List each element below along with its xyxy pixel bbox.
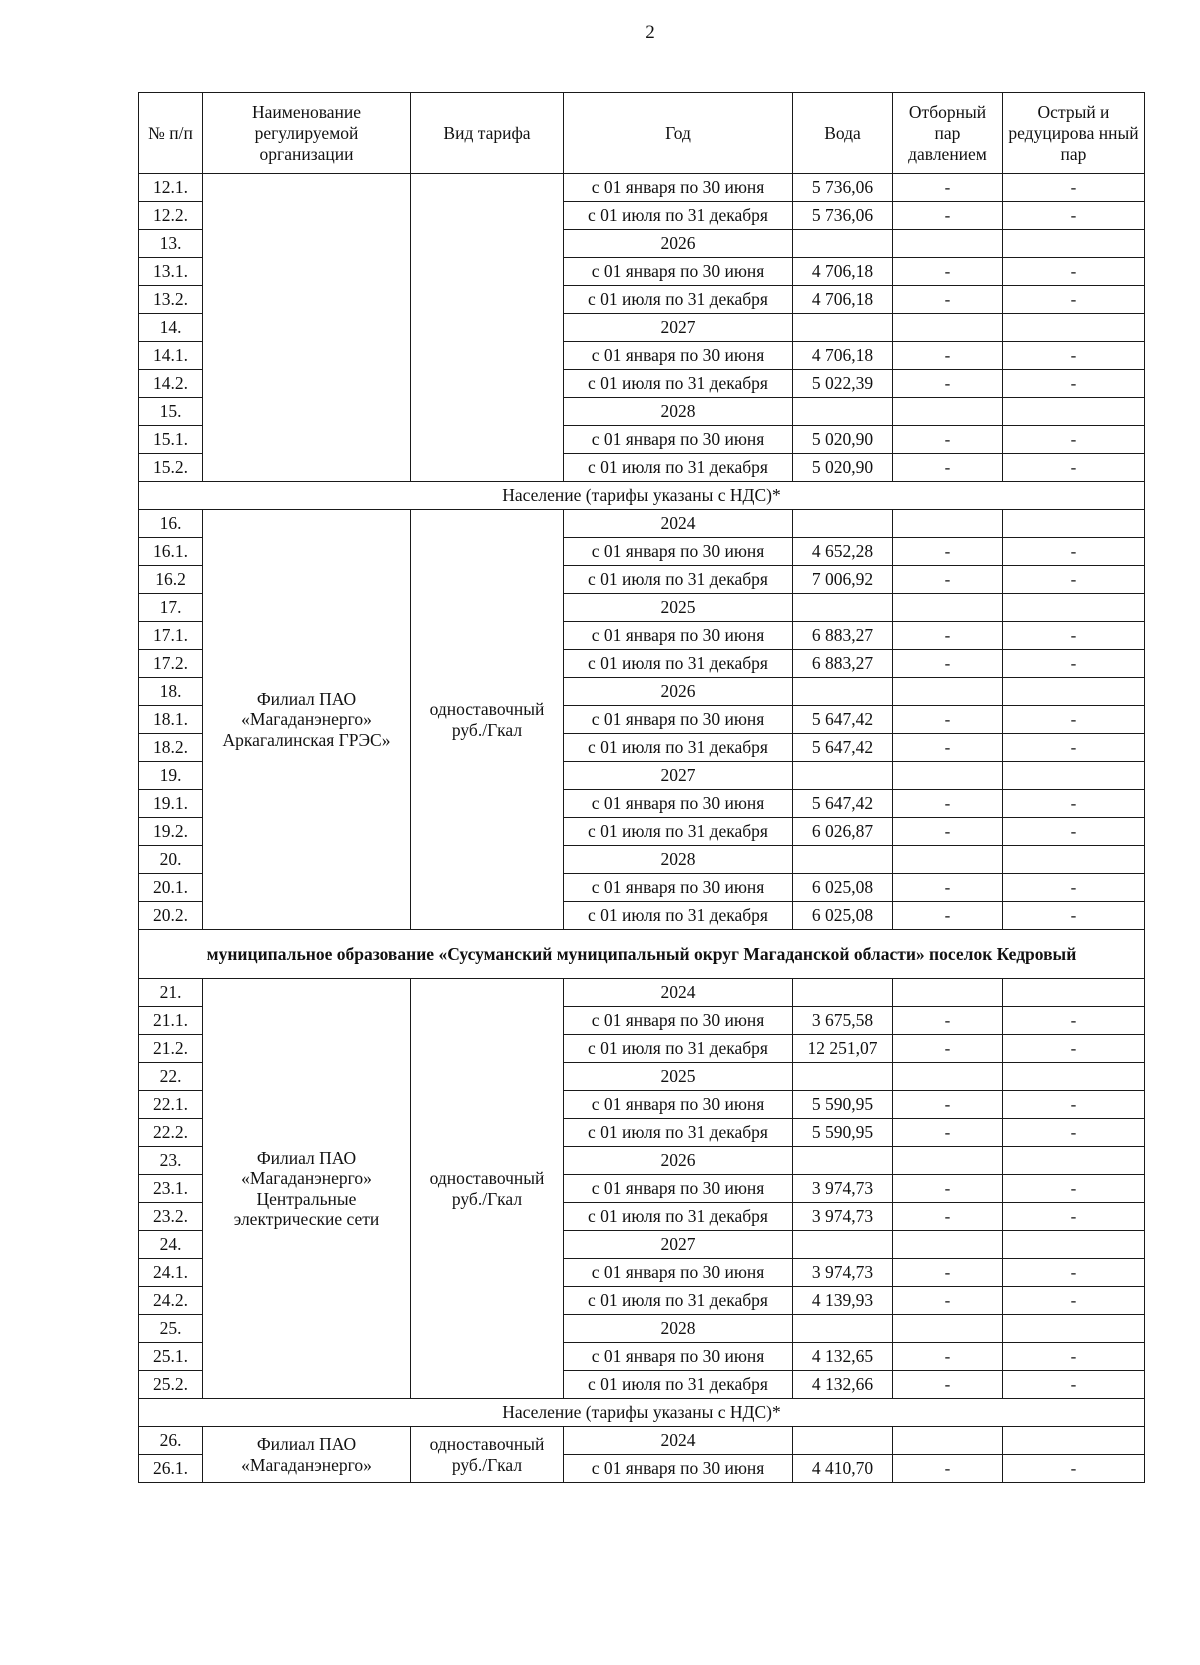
water-tariff-value [793, 1315, 893, 1343]
row-number: 14. [139, 314, 203, 342]
water-tariff-value: 7 006,92 [793, 566, 893, 594]
steam-selected-value: - [893, 258, 1003, 286]
steam-selected-value [893, 1315, 1003, 1343]
period-cell: с 01 января по 30 июня [564, 426, 793, 454]
row-number: 12.2. [139, 202, 203, 230]
steam-sharp-value: - [1003, 734, 1145, 762]
steam-sharp-value [1003, 762, 1145, 790]
row-number: 18.1. [139, 706, 203, 734]
steam-sharp-value [1003, 510, 1145, 538]
row-number: 18.2. [139, 734, 203, 762]
water-tariff-value [793, 762, 893, 790]
water-tariff-value [793, 314, 893, 342]
steam-sharp-value: - [1003, 1455, 1145, 1483]
period-cell: с 01 января по 30 июня [564, 258, 793, 286]
steam-selected-value [893, 846, 1003, 874]
steam-selected-value [893, 1063, 1003, 1091]
steam-selected-value [893, 510, 1003, 538]
steam-selected-value: - [893, 202, 1003, 230]
steam-sharp-value [1003, 979, 1145, 1007]
period-cell: с 01 июля по 31 декабря [564, 286, 793, 314]
tariff-type-cell: одноставочный руб./Гкал [411, 979, 564, 1399]
section-row [139, 930, 1145, 979]
steam-sharp-value [1003, 1231, 1145, 1259]
period-cell: с 01 июля по 31 декабря [564, 454, 793, 482]
row-number: 24.1. [139, 1259, 203, 1287]
water-tariff-value: 4 132,65 [793, 1343, 893, 1371]
water-tariff-value [793, 846, 893, 874]
period-cell: с 01 июля по 31 декабря [564, 734, 793, 762]
row-number: 26. [139, 1427, 203, 1455]
row-number: 22.2. [139, 1119, 203, 1147]
row-number: 19.1. [139, 790, 203, 818]
period-cell: 2027 [564, 1231, 793, 1259]
organization-cell: Филиал ПАО «Магаданэнерго» [203, 1427, 411, 1483]
steam-sharp-value [1003, 594, 1145, 622]
row-number: 15. [139, 398, 203, 426]
steam-sharp-value: - [1003, 202, 1145, 230]
row-number: 19. [139, 762, 203, 790]
steam-selected-value: - [893, 1371, 1003, 1399]
row-number: 25.1. [139, 1343, 203, 1371]
row-number: 22. [139, 1063, 203, 1091]
steam-selected-value: - [893, 1007, 1003, 1035]
row-number: 16.2 [139, 566, 203, 594]
steam-selected-value [893, 1147, 1003, 1175]
water-tariff-value: 5 647,42 [793, 734, 893, 762]
steam-sharp-value [1003, 1147, 1145, 1175]
period-cell: 2024 [564, 1427, 793, 1455]
water-tariff-value: 4 706,18 [793, 342, 893, 370]
row-number: 16. [139, 510, 203, 538]
water-tariff-value [793, 398, 893, 426]
water-tariff-value: 4 132,66 [793, 1371, 893, 1399]
row-number: 16.1. [139, 538, 203, 566]
water-tariff-value: 5 020,90 [793, 426, 893, 454]
period-cell: с 01 января по 30 июня [564, 174, 793, 202]
steam-selected-value: - [893, 1455, 1003, 1483]
steam-selected-value: - [893, 426, 1003, 454]
steam-selected-value: - [893, 1287, 1003, 1315]
steam-selected-value: - [893, 1119, 1003, 1147]
steam-selected-value: - [893, 1343, 1003, 1371]
header-water: Вода [793, 93, 893, 174]
period-cell: с 01 июля по 31 декабря [564, 902, 793, 930]
steam-selected-value: - [893, 454, 1003, 482]
steam-sharp-value: - [1003, 1259, 1145, 1287]
period-cell: с 01 января по 30 июня [564, 706, 793, 734]
tariff-table [138, 92, 1145, 1483]
water-tariff-value [793, 230, 893, 258]
steam-selected-value [893, 314, 1003, 342]
row-number: 23.2. [139, 1203, 203, 1231]
period-cell: с 01 января по 30 июня [564, 1091, 793, 1119]
table-row [139, 174, 1145, 202]
steam-sharp-value [1003, 1063, 1145, 1091]
steam-sharp-value: - [1003, 1091, 1145, 1119]
water-tariff-value: 6 883,27 [793, 622, 893, 650]
steam-selected-value [893, 762, 1003, 790]
water-tariff-value [793, 1063, 893, 1091]
population-heading: Население (тарифы указаны с НДС)* [139, 482, 1145, 510]
steam-sharp-value: - [1003, 874, 1145, 902]
steam-sharp-value: - [1003, 566, 1145, 594]
municipality-heading: муниципальное образование «Сусуманский муниципальный округ Магаданской области» поселок Кедровый [139, 930, 1145, 979]
period-cell: с 01 января по 30 июня [564, 1175, 793, 1203]
header-steam-selected: Отборный пар давлением [893, 93, 1003, 174]
row-number: 13.2. [139, 286, 203, 314]
steam-sharp-value: - [1003, 650, 1145, 678]
steam-selected-value: - [893, 874, 1003, 902]
period-cell: с 01 января по 30 июня [564, 1455, 793, 1483]
steam-selected-value: - [893, 370, 1003, 398]
steam-selected-value [893, 594, 1003, 622]
tariff-type-cell [411, 174, 564, 482]
period-cell: с 01 января по 30 июня [564, 874, 793, 902]
period-cell: с 01 июля по 31 декабря [564, 1119, 793, 1147]
organization-cell: Филиал ПАО «Магаданэнерго» Аркагалинская ГРЭС» [203, 510, 411, 930]
steam-sharp-value: - [1003, 902, 1145, 930]
row-number: 14.2. [139, 370, 203, 398]
steam-sharp-value: - [1003, 258, 1145, 286]
steam-selected-value: - [893, 566, 1003, 594]
period-cell: 2026 [564, 1147, 793, 1175]
steam-selected-value: - [893, 1203, 1003, 1231]
water-tariff-value: 6 883,27 [793, 650, 893, 678]
steam-selected-value: - [893, 650, 1003, 678]
period-cell: 2024 [564, 979, 793, 1007]
water-tariff-value [793, 510, 893, 538]
water-tariff-value: 12 251,07 [793, 1035, 893, 1063]
steam-sharp-value [1003, 846, 1145, 874]
steam-selected-value: - [893, 286, 1003, 314]
row-number: 12.1. [139, 174, 203, 202]
steam-sharp-value: - [1003, 1175, 1145, 1203]
header-year: Год [564, 93, 793, 174]
steam-selected-value [893, 678, 1003, 706]
period-cell: с 01 января по 30 июня [564, 1007, 793, 1035]
water-tariff-value: 3 974,73 [793, 1203, 893, 1231]
row-number: 23. [139, 1147, 203, 1175]
steam-selected-value [893, 1231, 1003, 1259]
row-number: 17.2. [139, 650, 203, 678]
period-cell: с 01 июля по 31 декабря [564, 1371, 793, 1399]
section-row [139, 482, 1145, 510]
steam-sharp-value [1003, 314, 1145, 342]
row-number: 21. [139, 979, 203, 1007]
steam-selected-value [893, 230, 1003, 258]
water-tariff-value [793, 678, 893, 706]
period-cell: с 01 июля по 31 декабря [564, 1203, 793, 1231]
steam-sharp-value: - [1003, 706, 1145, 734]
table-row [139, 979, 1145, 1007]
period-cell: 2027 [564, 314, 793, 342]
row-number: 20.1. [139, 874, 203, 902]
steam-selected-value [893, 1427, 1003, 1455]
organization-cell [203, 174, 411, 482]
row-number: 18. [139, 678, 203, 706]
row-number: 25. [139, 1315, 203, 1343]
steam-selected-value: - [893, 1259, 1003, 1287]
steam-sharp-value: - [1003, 790, 1145, 818]
header-steam-sharp: Острый и редуцирова нный пар [1003, 93, 1145, 174]
period-cell: 2024 [564, 510, 793, 538]
steam-selected-value: - [893, 538, 1003, 566]
steam-sharp-value: - [1003, 1203, 1145, 1231]
water-tariff-value: 4 706,18 [793, 286, 893, 314]
water-tariff-value: 6 025,08 [793, 902, 893, 930]
steam-sharp-value [1003, 678, 1145, 706]
table-header-row [139, 93, 1145, 174]
water-tariff-value: 5 647,42 [793, 790, 893, 818]
water-tariff-value: 4 139,93 [793, 1287, 893, 1315]
row-number: 19.2. [139, 818, 203, 846]
steam-sharp-value: - [1003, 1035, 1145, 1063]
steam-selected-value: - [893, 818, 1003, 846]
steam-sharp-value: - [1003, 538, 1145, 566]
water-tariff-value: 3 974,73 [793, 1175, 893, 1203]
water-tariff-value [793, 1427, 893, 1455]
row-number: 24. [139, 1231, 203, 1259]
water-tariff-value: 5 647,42 [793, 706, 893, 734]
period-cell: 2028 [564, 398, 793, 426]
steam-sharp-value: - [1003, 1287, 1145, 1315]
steam-selected-value: - [893, 1091, 1003, 1119]
steam-selected-value: - [893, 734, 1003, 762]
row-number: 13.1. [139, 258, 203, 286]
period-cell: с 01 июля по 31 декабря [564, 818, 793, 846]
period-cell: 2027 [564, 762, 793, 790]
row-number: 17. [139, 594, 203, 622]
steam-sharp-value [1003, 230, 1145, 258]
period-cell: с 01 января по 30 июня [564, 538, 793, 566]
steam-selected-value: - [893, 902, 1003, 930]
water-tariff-value: 6 026,87 [793, 818, 893, 846]
steam-sharp-value: - [1003, 1343, 1145, 1371]
row-number: 20. [139, 846, 203, 874]
water-tariff-value [793, 1147, 893, 1175]
period-cell: с 01 июля по 31 декабря [564, 566, 793, 594]
period-cell: 2028 [564, 1315, 793, 1343]
water-tariff-value: 4 652,28 [793, 538, 893, 566]
period-cell: с 01 января по 30 июня [564, 790, 793, 818]
row-number: 21.2. [139, 1035, 203, 1063]
tariff-type-cell: одноставочный руб./Гкал [411, 510, 564, 930]
water-tariff-value: 5 020,90 [793, 454, 893, 482]
row-number: 23.1. [139, 1175, 203, 1203]
period-cell: 2028 [564, 846, 793, 874]
water-tariff-value: 3 974,73 [793, 1259, 893, 1287]
period-cell: с 01 января по 30 июня [564, 622, 793, 650]
steam-sharp-value: - [1003, 342, 1145, 370]
steam-sharp-value: - [1003, 286, 1145, 314]
steam-sharp-value: - [1003, 622, 1145, 650]
water-tariff-value: 5 022,39 [793, 370, 893, 398]
steam-sharp-value: - [1003, 1007, 1145, 1035]
period-cell: с 01 января по 30 июня [564, 1343, 793, 1371]
period-cell: с 01 января по 30 июня [564, 342, 793, 370]
period-cell: с 01 июля по 31 декабря [564, 370, 793, 398]
water-tariff-value: 5 590,95 [793, 1119, 893, 1147]
table-row [139, 510, 1145, 538]
population-heading: Население (тарифы указаны с НДС)* [139, 1399, 1145, 1427]
period-cell: с 01 июля по 31 декабря [564, 1287, 793, 1315]
water-tariff-value [793, 594, 893, 622]
steam-selected-value: - [893, 790, 1003, 818]
water-tariff-value: 5 590,95 [793, 1091, 893, 1119]
steam-selected-value: - [893, 1035, 1003, 1063]
row-number: 25.2. [139, 1371, 203, 1399]
steam-sharp-value: - [1003, 1371, 1145, 1399]
steam-sharp-value: - [1003, 454, 1145, 482]
water-tariff-value: 3 675,58 [793, 1007, 893, 1035]
steam-sharp-value: - [1003, 370, 1145, 398]
steam-selected-value: - [893, 622, 1003, 650]
row-number: 26.1. [139, 1455, 203, 1483]
steam-selected-value: - [893, 174, 1003, 202]
water-tariff-value [793, 1231, 893, 1259]
table-row [139, 1427, 1145, 1455]
steam-sharp-value [1003, 398, 1145, 426]
steam-sharp-value: - [1003, 174, 1145, 202]
period-cell: с 01 января по 30 июня [564, 1259, 793, 1287]
row-number: 21.1. [139, 1007, 203, 1035]
steam-selected-value [893, 398, 1003, 426]
page-number: 2 [645, 22, 655, 43]
water-tariff-value [793, 979, 893, 1007]
row-number: 17.1. [139, 622, 203, 650]
water-tariff-value: 5 736,06 [793, 174, 893, 202]
steam-sharp-value: - [1003, 1119, 1145, 1147]
steam-sharp-value: - [1003, 426, 1145, 454]
period-cell: с 01 июля по 31 декабря [564, 650, 793, 678]
period-cell: 2025 [564, 594, 793, 622]
period-cell: с 01 июля по 31 декабря [564, 202, 793, 230]
header-organization: Наименование регулируемой организации [203, 93, 411, 174]
section-row [139, 1399, 1145, 1427]
row-number: 15.2. [139, 454, 203, 482]
steam-sharp-value [1003, 1427, 1145, 1455]
header-tariff-type: Вид тарифа [411, 93, 564, 174]
period-cell: 2025 [564, 1063, 793, 1091]
steam-selected-value [893, 979, 1003, 1007]
steam-selected-value: - [893, 706, 1003, 734]
row-number: 22.1. [139, 1091, 203, 1119]
row-number: 13. [139, 230, 203, 258]
water-tariff-value: 5 736,06 [793, 202, 893, 230]
organization-cell: Филиал ПАО «Магаданэнерго» Центральные электрические сети [203, 979, 411, 1399]
tariff-type-cell: одноставочный руб./Гкал [411, 1427, 564, 1483]
row-number: 20.2. [139, 902, 203, 930]
steam-sharp-value [1003, 1315, 1145, 1343]
water-tariff-value: 4 706,18 [793, 258, 893, 286]
row-number: 15.1. [139, 426, 203, 454]
header-num: № п/п [139, 93, 203, 174]
steam-selected-value: - [893, 342, 1003, 370]
water-tariff-value: 4 410,70 [793, 1455, 893, 1483]
row-number: 24.2. [139, 1287, 203, 1315]
period-cell: 2026 [564, 678, 793, 706]
row-number: 14.1. [139, 342, 203, 370]
period-cell: 2026 [564, 230, 793, 258]
steam-selected-value: - [893, 1175, 1003, 1203]
water-tariff-value: 6 025,08 [793, 874, 893, 902]
period-cell: с 01 июля по 31 декабря [564, 1035, 793, 1063]
steam-sharp-value: - [1003, 818, 1145, 846]
